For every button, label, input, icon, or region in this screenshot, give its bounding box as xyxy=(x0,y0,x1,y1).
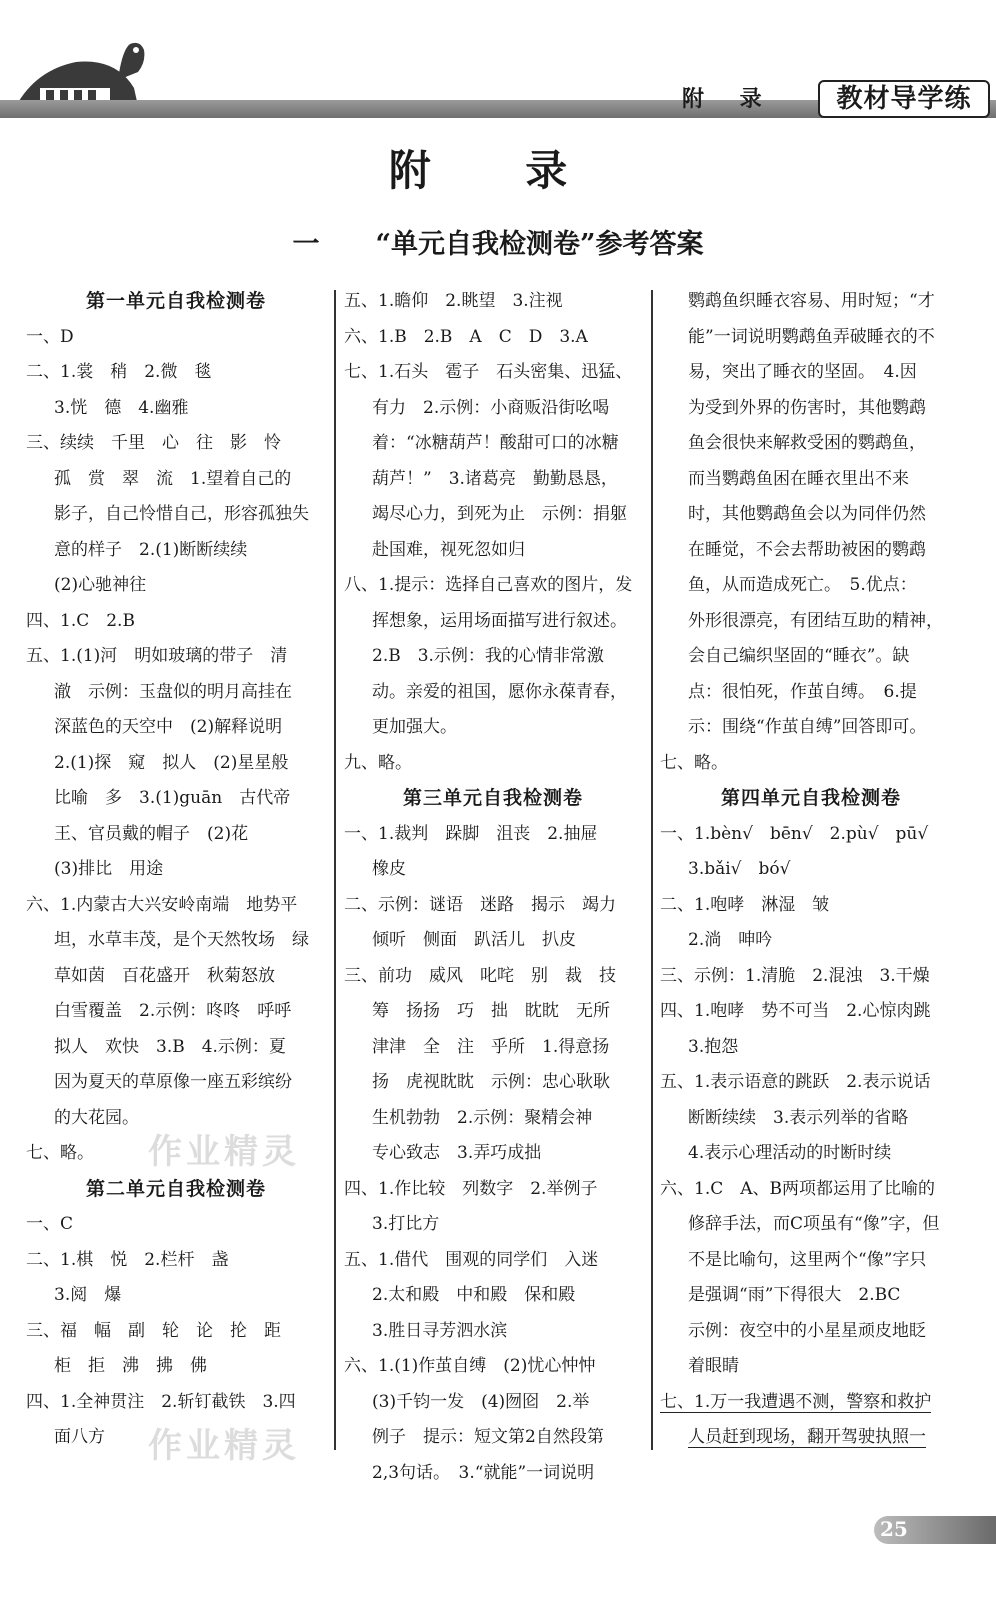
answer-line: 挥想象，运用场面描写进行叙述。 xyxy=(372,610,627,631)
answer-line: 白雪覆盖 2.示例：咚咚 呼呼 xyxy=(54,1001,292,1021)
answer-line: 二、示例：谜语 迷路 揭示 竭力 xyxy=(344,894,616,915)
answer-line xyxy=(660,1420,962,1456)
answer-line: 易，突出了睡衣的坚固。 4.因 xyxy=(688,362,917,382)
answer-line: (3)千钧一发 (4)囫囵 2.举 xyxy=(372,1391,590,1412)
page-header xyxy=(0,0,996,140)
column-divider xyxy=(334,290,336,1450)
answer-line: 2.淌 呻吟 xyxy=(688,930,773,950)
answer-line: 示：围绕“作茧自缚”回答即可。 xyxy=(688,717,927,737)
unit-heading: 第一单元自我检测卷 xyxy=(85,290,266,312)
answer-line: 橡皮 xyxy=(372,859,406,879)
answer-column-1 xyxy=(26,284,326,1456)
unit-heading: 第三单元自我检测卷 xyxy=(402,787,583,809)
answer-line: 一、C xyxy=(26,1214,74,1234)
answer-line: 不是比喻句，这里两个“像”字只 xyxy=(688,1249,927,1270)
answer-line: 3.胜日寻芳泗水滨 xyxy=(372,1320,508,1341)
answer-line: 影子，自己怜惜自己，形容孤独失 xyxy=(54,504,309,524)
answer-line: 六、1.B 2.B A C D 3.A xyxy=(344,326,588,347)
underlined-text: 人员赶到现场，翻开驾驶执照一 xyxy=(688,1427,926,1447)
answer-line: 有力 2.示例：小商贩沿街吆喝 xyxy=(372,397,610,418)
section-title-text: “单元自我检测卷”参考答案 xyxy=(375,229,704,260)
answer-line: 五、1.表示语意的跳跃 2.表示说话 xyxy=(660,1072,931,1092)
answer-line: 七、略。 xyxy=(26,1143,94,1163)
page-number: 25 xyxy=(880,1517,908,1541)
answer-line: 柜 拒 沸 拂 佛 xyxy=(54,1356,207,1376)
answer-line: 倾听 侧面 趴活儿 扒皮 xyxy=(372,930,576,950)
answer-line: 3.阅 爆 xyxy=(54,1285,122,1305)
answer-line: 2,3句话。 3.“就能”一词说明 xyxy=(372,1462,595,1483)
column-divider xyxy=(651,290,653,1450)
answer-line: 五、1.瞻仰 2.眺望 3.注视 xyxy=(344,291,563,311)
answer-column-3 xyxy=(660,284,962,1456)
answer-line: 3.抱怨 xyxy=(688,1036,739,1057)
watermark: 作业精灵 xyxy=(148,1426,300,1466)
answer-line: 五、1.借代 围观的同学们 入迷 xyxy=(344,1249,599,1270)
section-number: 一 xyxy=(292,229,320,260)
answer-line: 例子 提示：短文第2自然段第 xyxy=(372,1427,604,1447)
answer-line: 二、1.棋 悦 2.栏杆 盏 xyxy=(26,1249,229,1270)
answer-line: 澈 示例：玉盘似的明月高挂在 xyxy=(54,681,292,702)
answer-line: 七、1.石头 雹子 石头密集、迅猛、 xyxy=(344,362,633,382)
answer-line: 坦，水草丰茂，是个天然牧场 绿 xyxy=(54,930,309,950)
answer-line: 王、官员戴的帽子 (2)花 xyxy=(54,823,249,844)
answer-line: 八、1.提示：选择自己喜欢的图片，发 xyxy=(344,575,633,595)
answer-column-2 xyxy=(344,284,642,1491)
answer-line: 着眼睛 xyxy=(688,1356,739,1376)
answer-line: 鱼，从而造成死亡。 5.优点： xyxy=(688,575,917,595)
answer-line: 三、续续 千里 心 往 影 怜 xyxy=(26,433,281,453)
answer-line: 赴国难，视死忽如归 xyxy=(372,539,525,560)
underlined-text: 七、1.万一我遭遇不测，警察和救护 xyxy=(660,1391,932,1412)
answer-line: 四、1.C 2.B xyxy=(26,610,135,631)
answer-line: 在睡觉，不会去帮助被困的鹦鹉 xyxy=(688,539,926,560)
unit-heading: 第四单元自我检测卷 xyxy=(720,787,901,809)
answer-line: 修辞手法，而C项虽有“像”字，但 xyxy=(688,1214,940,1234)
answer-line: 示例：夜空中的小星星顽皮地眨 xyxy=(688,1320,926,1341)
answer-line: 3.打比方 xyxy=(372,1214,440,1234)
answer-line: 竭尽心力，到死为止 示例：捐躯 xyxy=(372,504,627,524)
unit-heading: 第二单元自我检测卷 xyxy=(85,1177,266,1200)
answer-line: 四、1.作比较 列数字 2.举例子 xyxy=(344,1178,598,1199)
watermark: 作业精灵 xyxy=(148,1132,300,1172)
answer-line: 着：“冰糖葫芦！酸甜可口的冰糖 xyxy=(372,433,619,453)
answer-line: 4.表示心理活动的时断时续 xyxy=(688,1143,892,1163)
answer-line: 深蓝色的天空中 (2)解释说明 xyxy=(54,717,283,737)
answer-line: 四、1.咆哮 势不可当 2.心惊肉跳 xyxy=(660,1001,931,1021)
answer-line: 三、前功 威风 叱咤 别 裁 技 xyxy=(344,965,616,986)
answer-line: 七、略。 xyxy=(660,752,728,773)
answer-line: (3)排比 用途 xyxy=(54,859,164,879)
answer-line: 三、示例：1.清脆 2.混浊 3.干燥 xyxy=(660,965,930,986)
answer-line: 一、1.bèn√ bēn√ 2.pù√ pū√ xyxy=(660,823,929,844)
answer-line: (2)心驰神往 xyxy=(54,575,147,595)
answer-line: 二、1.咆哮 淋湿 皱 xyxy=(660,894,830,915)
answer-line: 九、略。 xyxy=(344,752,412,773)
answer-line: 2.太和殿 中和殿 保和殿 xyxy=(372,1285,576,1305)
answer-line: 生机勃勃 2.示例：聚精会神 xyxy=(372,1107,593,1128)
answer-line: 面八方 xyxy=(54,1427,105,1447)
answer-line: 鱼会很快来解救受困的鹦鹉鱼， xyxy=(688,433,926,453)
header-section-label: 附 录 xyxy=(682,86,776,112)
answer-line: 津津 全 注 乎所 1.得意扬 xyxy=(372,1036,610,1057)
answer-line: 3.bǎi√ bó√ xyxy=(688,859,791,879)
answer-line: 的大花园。 xyxy=(54,1107,139,1128)
answer-line: 断断续续 3.表示列举的省略 xyxy=(688,1107,909,1128)
answer-line: 意的样子 2.(1)断断续续 xyxy=(54,539,248,560)
answer-line: 一、D xyxy=(26,326,74,347)
answer-line: 二、1.裳 稍 2.微 毯 xyxy=(26,362,212,382)
answer-line: 鹦鹉鱼织睡衣容易、用时短；“才 xyxy=(688,291,935,311)
answer-line: 五、1.(1)河 明如玻璃的带子 清 xyxy=(26,646,288,666)
page-title: 附 录 xyxy=(388,146,608,195)
answer-line: 葫芦！” 3.诸葛亮 勤勤恳恳， xyxy=(372,468,618,489)
answer-line: 动。亲爱的祖国，愿你永葆青春， xyxy=(372,681,627,702)
answer-line: 孤 赏 翠 流 1.望着自己的 xyxy=(54,468,292,489)
answer-line: 2.B 3.示例：我的心情非常激 xyxy=(372,646,604,666)
answer-line: 而当鹦鹉鱼困在睡衣里出不来 xyxy=(688,468,909,489)
section-title xyxy=(0,222,996,261)
answer-line: 筹 扬扬 巧 拙 眈眈 无所 xyxy=(372,1001,610,1021)
answer-line: 四、1.全神贯注 2.斩钉截铁 3.四 xyxy=(26,1391,296,1412)
answer-line: 3.恍 德 4.幽雅 xyxy=(54,397,189,418)
answer-line: 三、福 幅 副 轮 论 抡 距 xyxy=(26,1320,281,1341)
answer-line: 外形很漂亮，有团结互助的精神， xyxy=(688,610,943,631)
answer-line xyxy=(660,1385,962,1421)
answer-line: 会自己编织坚固的“睡衣”。缺 xyxy=(688,646,910,666)
answer-line: 时，其他鹦鹉鱼会以为同伴仍然 xyxy=(688,504,926,524)
answer-line: 专心致志 3.弄巧成拙 xyxy=(372,1143,542,1163)
answer-line: 为受到外界的伤害时，其他鹦鹉 xyxy=(688,397,926,418)
answer-line: 拟人 欢快 3.B 4.示例：夏 xyxy=(54,1036,286,1057)
answer-line: 是强调“雨”下得很大 2.BC xyxy=(688,1285,901,1305)
answer-line: 草如茵 百花盛开 秋菊怒放 xyxy=(54,965,275,986)
answer-line: 一、1.裁判 跺脚 沮丧 2.抽屉 xyxy=(344,823,598,844)
answer-line: 六、1.内蒙古大兴安岭南端 地势平 xyxy=(26,894,298,915)
answer-line: 更加强大。 xyxy=(372,717,457,737)
answer-line: 因为夏天的草原像一座五彩缤纷 xyxy=(54,1072,292,1092)
answer-line: 点：很怕死，作茧自缚。 6.提 xyxy=(688,681,917,702)
answer-line: 2.(1)探 窥 拟人 (2)星星般 xyxy=(54,752,289,773)
answer-line: 六、1.C A、B两项都运用了比喻的 xyxy=(660,1178,935,1199)
brand-badge: 教材导学练 xyxy=(818,80,990,118)
answer-line: 六、1.(1)作茧自缚 (2)忧心忡忡 xyxy=(344,1356,596,1376)
answer-line: 比喻 多 3.(1)guān 古代帝 xyxy=(54,788,291,808)
answer-line: 能”一词说明鹦鹉鱼弄破睡衣的不 xyxy=(688,326,935,347)
answer-line: 扬 虎视眈眈 示例：忠心耿耿 xyxy=(372,1072,610,1092)
